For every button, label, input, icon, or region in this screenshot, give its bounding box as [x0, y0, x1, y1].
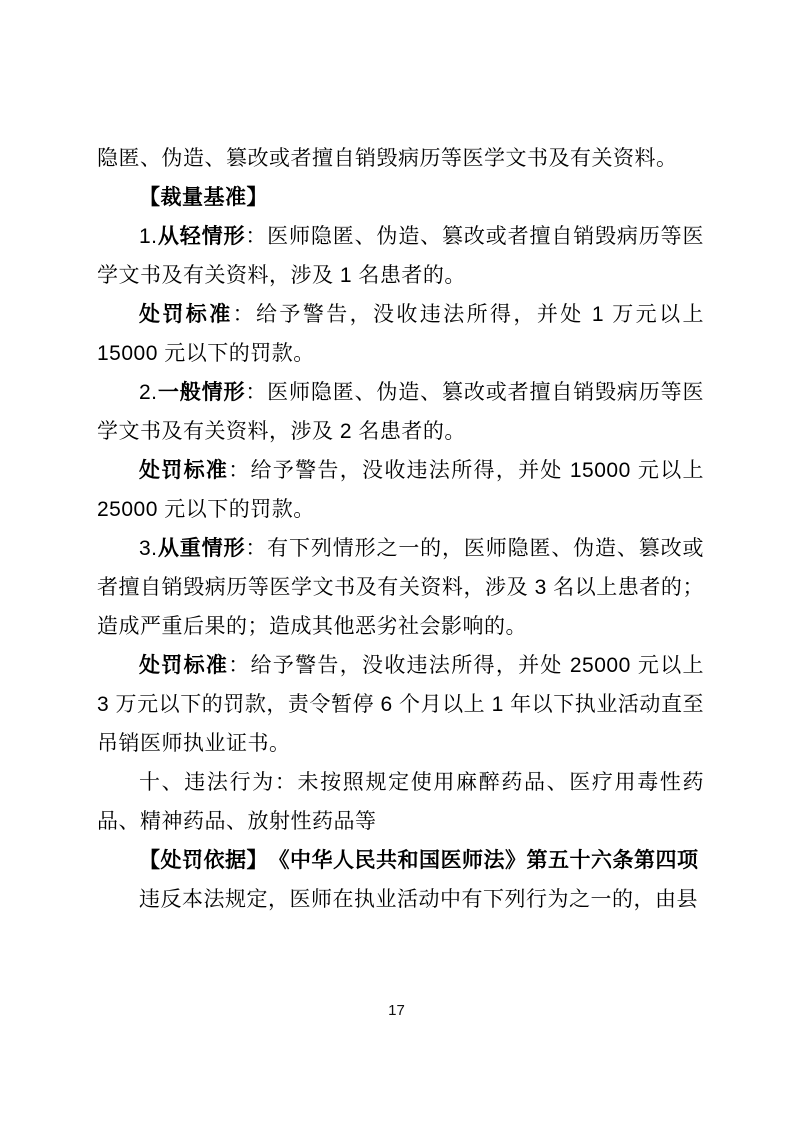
- paragraph-text: ：给予警告，没收违法所得，并处 25000 元以上 3 万元以下的罚款，责令暂停 6 个月以上 1 年以下执业活动直至吊销医师执业证书。: [97, 654, 705, 755]
- paragraph-law-excerpt: [97, 880, 704, 919]
- paragraph-lenient-case: [97, 217, 704, 295]
- term-bold: 从重情形: [157, 537, 246, 560]
- paragraph-text: ：医师隐匿、伪造、篡改或者擅自销毁病历等医学文书及有关资料，涉及 2 名患者的。: [97, 381, 704, 443]
- paragraph-continuation: [97, 139, 704, 178]
- term-bold: 一般情形: [157, 381, 246, 404]
- paragraph-penalty-standard-1: [97, 295, 704, 373]
- term-bold: 从轻情形: [157, 225, 246, 248]
- heading-text: 【处罚依据】 《中华人民共和国医师法》第五十六条第四项: [139, 849, 699, 872]
- item-number: 2.: [139, 381, 158, 404]
- heading-text: 【裁量基准】: [139, 186, 268, 209]
- paragraph-text: ：医师隐匿、伪造、篡改或者擅自销毁病历等医学文书及有关资料，涉及 1 名患者的。: [97, 225, 704, 287]
- paragraph-penalty-standard-3: [97, 646, 704, 763]
- paragraph-text: 隐匿、伪造、篡改或者擅自销毁病历等医学文书及有关资料。: [97, 147, 678, 170]
- paragraph-illegal-act-ten: [97, 763, 704, 841]
- paragraph-text: 违反本法规定，医师在执业活动中有下列行为之一的，由县: [139, 888, 698, 911]
- item-number: 1.: [139, 225, 158, 248]
- term-bold: 处罚标准: [139, 654, 229, 677]
- paragraph-text: ：有下列情形之一的，医师隐匿、伪造、篡改或者擅自销毁病历等医学文书及有关资料，涉及 3 名以上患者的；造成严重后果的；造成其他恶劣社会影响的。: [97, 537, 704, 638]
- paragraph-text: ：给予警告，没收违法所得，并处 15000 元以上 25000 元以下的罚款。: [97, 459, 705, 521]
- page-number: 17: [388, 1002, 405, 1019]
- term-bold: 处罚标准: [139, 459, 229, 482]
- term-bold: 处罚标准: [139, 303, 233, 326]
- paragraph-text: 十、违法行为：未按照规定使用麻醉药品、医疗用毒性药品、精神药品、放射性药品等: [97, 771, 704, 833]
- item-number: 3.: [139, 537, 158, 560]
- heading-penalty-basis: [97, 841, 704, 880]
- heading-discretion-benchmark: [97, 178, 704, 217]
- paragraph-text: ：给予警告，没收违法所得，并处 1 万元以上 15000 元以下的罚款。: [97, 303, 704, 365]
- document-body: [97, 139, 704, 919]
- paragraph-penalty-standard-2: [97, 451, 704, 529]
- paragraph-general-case: [97, 373, 704, 451]
- paragraph-severe-case: [97, 529, 704, 646]
